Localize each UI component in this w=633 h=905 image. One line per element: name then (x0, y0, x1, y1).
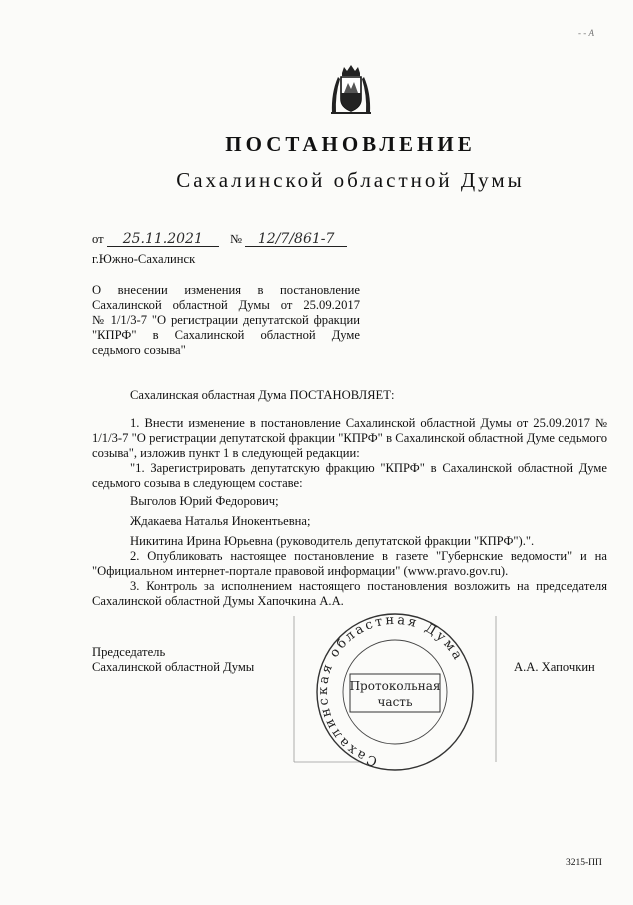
seal-stamp (290, 612, 500, 772)
date-value: 25.11.2021 (107, 232, 219, 247)
number-prefix: № (229, 232, 242, 246)
member-item: Ждакаева Наталья Инокентьевна; (130, 514, 311, 528)
city: г.Южно-Сахалинск (92, 252, 196, 266)
seal-center-line: часть (377, 695, 413, 709)
document-subtitle: Сахалинской областной Думы (176, 168, 525, 192)
corner-mark: - - А (578, 28, 594, 38)
paragraph-2: 2. Опубликовать настоящее постановление в газете "Губернские ведомости" и на "Официальном интернет-портале правовой информации" (www.pravo.gov.ru). (92, 549, 607, 578)
signature-position-line: Председатель (92, 645, 166, 659)
member-item: Выголов Юрий Федорович; (130, 494, 279, 508)
subject-line: Сахалинской областной Думы от 25.09.2017 (92, 298, 360, 312)
seal-ring-text: Сахалинская областная Дума (315, 612, 467, 769)
date-prefix: от (92, 232, 104, 246)
document-body (92, 416, 607, 609)
document-title: ПОСТАНОВЛЕНИЕ (225, 132, 476, 156)
seal-center-line: Протокольная (349, 679, 441, 693)
coat-of-arms-icon (329, 63, 373, 115)
decree-statement: Сахалинская областная Дума ПОСТАНОВЛЯЕТ: (130, 388, 395, 402)
member-item: Никитина Ирина Юрьевна (руководитель депутатской фракции "КПРФ").". (130, 534, 535, 548)
subject-block (92, 283, 360, 358)
date-number-row (92, 232, 347, 247)
signature-position-line: Сахалинской областной Думы (92, 660, 255, 674)
subject-line: О внесении изменения в постановление (92, 283, 360, 297)
signature-name: А.А. Хапочкин (514, 660, 595, 674)
subject-line: № 1/1/3-7 "О регистрации депутатской фракции (92, 313, 360, 327)
subject-line: "КПРФ" в Сахалинской областной Думе (92, 328, 360, 342)
signature-position (92, 645, 254, 675)
paragraph-1: 1. Внести изменение в постановление Сахалинской областной Думы от 25.09.2017 № 1/1/3-7 "О регистрации депутатской фракции "КПРФ" в Сахалинской областной Думе седьмого созыва", изложив пункт 1 в следующей редакции: (92, 416, 607, 460)
subject-line: седьмого созыва" (92, 343, 186, 357)
paragraph-3: 3. Контроль за исполнением настоящего постановления возложить на председателя Сахалинской областной Думы Хапочкина А.А. (92, 579, 607, 608)
number-value: 12/7/861-7 (245, 232, 347, 247)
paragraph-1-quote: "1. Зарегистрировать депутатскую фракцию "КПРФ" в Сахалинской областной Думе седьмого созыва в следующем составе: (92, 461, 607, 490)
document-code: 3215-ПП (566, 858, 602, 868)
